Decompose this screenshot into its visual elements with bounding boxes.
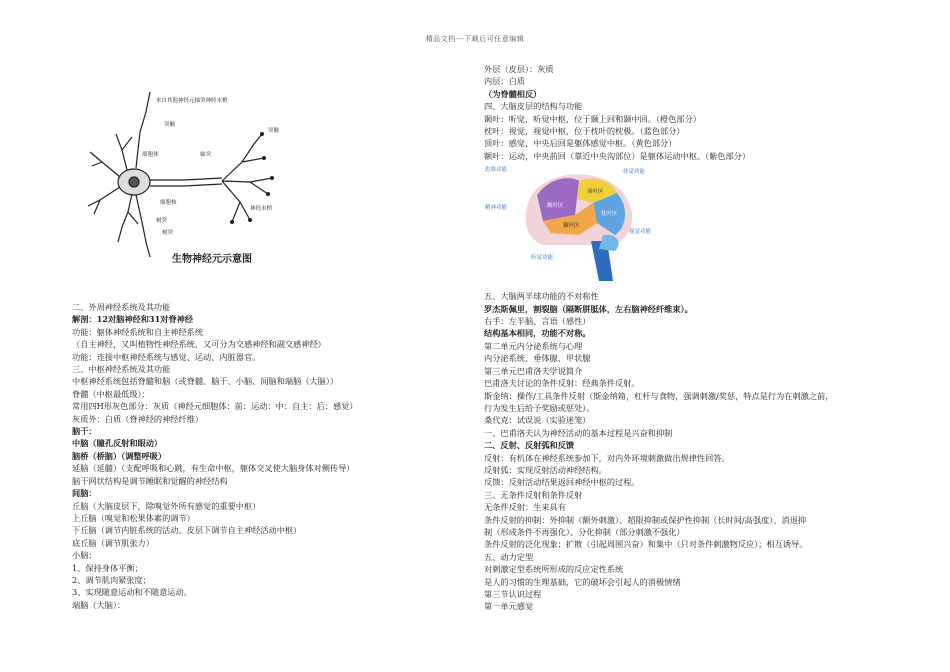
- text-line: 下丘脑（调节内脏系统的活动、皮层下调节自主神经活动中枢）: [72, 525, 302, 536]
- text-line: 是人的习惯的生理基础，它的破坏会引起人的消极情绪: [484, 576, 681, 587]
- text-line: 无条件反射：生来具有: [484, 502, 566, 513]
- label-mental: 精神功能: [485, 205, 508, 211]
- text-line: 脑桥（桥脑）（调整呼吸）: [72, 450, 167, 461]
- label-frontal: 额叶区: [547, 203, 564, 209]
- text-line: 延脑（延髓）（支配呼吸和心跳，有生命中枢，躯体交叉使大脑身体对侧传导）: [72, 463, 355, 474]
- text-line: 反射：有机体在神经系统参加下，对内外环境刺激做出规律性回答。: [484, 452, 730, 463]
- label-synapse-right: 突触: [268, 128, 280, 134]
- text-line: 中脑（瞳孔反射和眼动）: [72, 438, 163, 449]
- text-line: 底丘脑（调节肌张力）: [72, 537, 154, 548]
- text-line: 对刺激定型系统所形成的反应定性系统: [484, 564, 624, 575]
- text-line: 脑干网状结构是调节睡眠和觉醒的神经结构: [72, 475, 228, 486]
- text-line: 颞叶：听觉，听觉中枢，位于颞上回和颞中回。（橙色部分）: [484, 113, 701, 124]
- label-thinking: 思维功能: [485, 167, 508, 173]
- text-line: 条件反射的泛化现象；扩散（引起周围兴奋）和集中（只对条件刺激物反应）；相互诱导。: [484, 539, 808, 550]
- text-line: 五、动力定型: [484, 551, 534, 562]
- text-line: 中枢神经系统包括脊髓和脑（或脊髓、脑干、小脑、间脑和端脑（大脑））: [72, 376, 339, 387]
- text-line: 顶叶：感觉，中央后回是躯体感觉中枢。（黄色部分）: [484, 138, 677, 149]
- label-hearing: 听觉功能: [531, 255, 554, 261]
- label-temporal: 颞叶区: [563, 223, 580, 229]
- text-line: （为脊髓相反）: [484, 88, 542, 99]
- label-synapse-left: 突触: [164, 122, 176, 128]
- text-line: 二、外周神经系统及其功能: [72, 302, 171, 312]
- label-nucleus: 细胞核: [160, 200, 177, 206]
- text-line: 枕叶：视觉，视觉中枢，位于枕叶的枕极。（蓝色部分）: [484, 126, 685, 137]
- text-line: 结构基本相同，功能不对称。: [484, 328, 591, 339]
- text-line: 行为发生后给予奖励或惩处）。: [484, 402, 595, 413]
- text-line: 端脑（大脑）：: [72, 599, 126, 610]
- text-line: 第三单元巴甫洛夫学说简介: [484, 365, 583, 376]
- text-line: 反射弧：实现反射活动神经结构。: [484, 464, 607, 475]
- text-line: 解剖：12对脑神经和31对脊神经: [72, 314, 194, 325]
- text-line: 额叶：运动，中央前回（靠近中央沟部位）是躯体运动中枢。（紫色部分）: [484, 150, 751, 161]
- label-axon: 轴突: [200, 152, 212, 158]
- text-line: 斯金纳：操作/工具条件反射（斯金纳箱，杠杆与食物，强调刺激/奖惩，特点是行为在刺激之前，: [484, 390, 834, 401]
- text-line: 间脑：: [72, 488, 97, 499]
- text-line: 丘脑（大脑皮层下，除嗅觉外所有感觉的重要中枢）: [72, 500, 261, 511]
- text-line: 一、巴甫洛夫认为神经活动的基本过程是兴奋和抑制: [484, 427, 673, 438]
- left-text-column: [72, 301, 467, 611]
- text-line: 内分泌系统、垂体腺、甲状腺: [484, 353, 591, 364]
- text-line: 四、大脑皮层的结构与功能: [484, 101, 583, 112]
- label-body-feel: 体觉功能: [623, 169, 646, 175]
- text-line: 3、实现随意运动和不随意运动。: [72, 587, 192, 598]
- text-line: 罗杰斯佩里，割裂脑（隔断胼胝体，左右脑神经纤维束）。: [484, 303, 693, 314]
- text-line: 制（形成条件不再强化）、分化抑制（部分刺激不强化）: [484, 526, 685, 537]
- right-text-column: [484, 63, 924, 613]
- label-dendrite: 树突: [162, 230, 174, 236]
- page-header: 精品文档---下载后可任意编辑: [425, 35, 525, 43]
- label-occipital: 枕叶区: [601, 211, 618, 217]
- label-dendrite-lower: 树突: [156, 218, 168, 224]
- label-cell-body: 细胞体: [142, 152, 159, 158]
- text-line: 二、反射、反射弧和反馈: [484, 440, 575, 451]
- text-line: 功能：连接中枢神经系统与感觉、运动、内脏器官。: [72, 351, 261, 362]
- text-line: 第二单元内分泌系统与心理: [484, 340, 583, 351]
- text-line: 2、调节肌肉紧张度；: [72, 574, 151, 585]
- label-nerve-ending: 神经末梢: [250, 206, 273, 212]
- text-line: 三、无条件反射和条件反射: [484, 489, 583, 500]
- text-line: 上丘脑（嗅觉和松果体素的调节）: [72, 512, 195, 523]
- text-line: 功能：躯体神经系统和自主神经系统: [72, 326, 204, 337]
- text-line: 反馈：反射活动结果返回神经中枢的过程。: [484, 477, 640, 488]
- nucleus-shape: [129, 177, 139, 187]
- text-line: 灰质外：白质（脊神经的神经纤维）: [72, 413, 204, 424]
- text-line: 外层（皮层）：灰质: [484, 64, 554, 74]
- neuron-diagram: [72, 82, 287, 274]
- label-incoming: 来自其他神经元轴突神经末梢: [156, 98, 228, 104]
- label-parietal: 顶叶区: [587, 189, 604, 195]
- text-line: 右手：左半脑、言语（感性）: [484, 316, 591, 327]
- text-line: 1、保持身体平衡；: [72, 562, 143, 573]
- text-line: 内层：白质: [484, 76, 525, 87]
- neuron-caption: 生物神经元示意图: [172, 254, 252, 265]
- text-line: 常用四H形灰色部分：灰质（神经元细胞体：前：运动：中：自主：后：感觉）: [72, 401, 358, 412]
- text-line: 五、大脑两半球功能的不对称性: [484, 291, 599, 302]
- text-line: 脊髓（中枢最低级）：: [72, 388, 150, 399]
- text-line: 第三节认识过程: [484, 589, 542, 599]
- text-line: 脑干：: [72, 426, 97, 437]
- label-visual: 视觉功能: [629, 229, 652, 235]
- text-line: 小脑：: [72, 550, 97, 561]
- text-line: （自主神经，又叫植物性神经系统，又可分为交感神经和副交感神经）: [72, 339, 326, 350]
- text-line: 巴甫洛夫讨论的条件反射：经典条件反射。: [484, 378, 640, 389]
- text-line: 桑代克：试误说（实验迷笼）: [484, 415, 591, 426]
- text-line: 第一单元感觉: [484, 601, 534, 612]
- text-line: 三、中枢神经系统及其功能: [72, 364, 171, 375]
- text-line: 条件反射的抑制：外抑制（额外刺激）、超限抑制或保护性抑制（长时间/高强度）、消退抑: [484, 514, 807, 525]
